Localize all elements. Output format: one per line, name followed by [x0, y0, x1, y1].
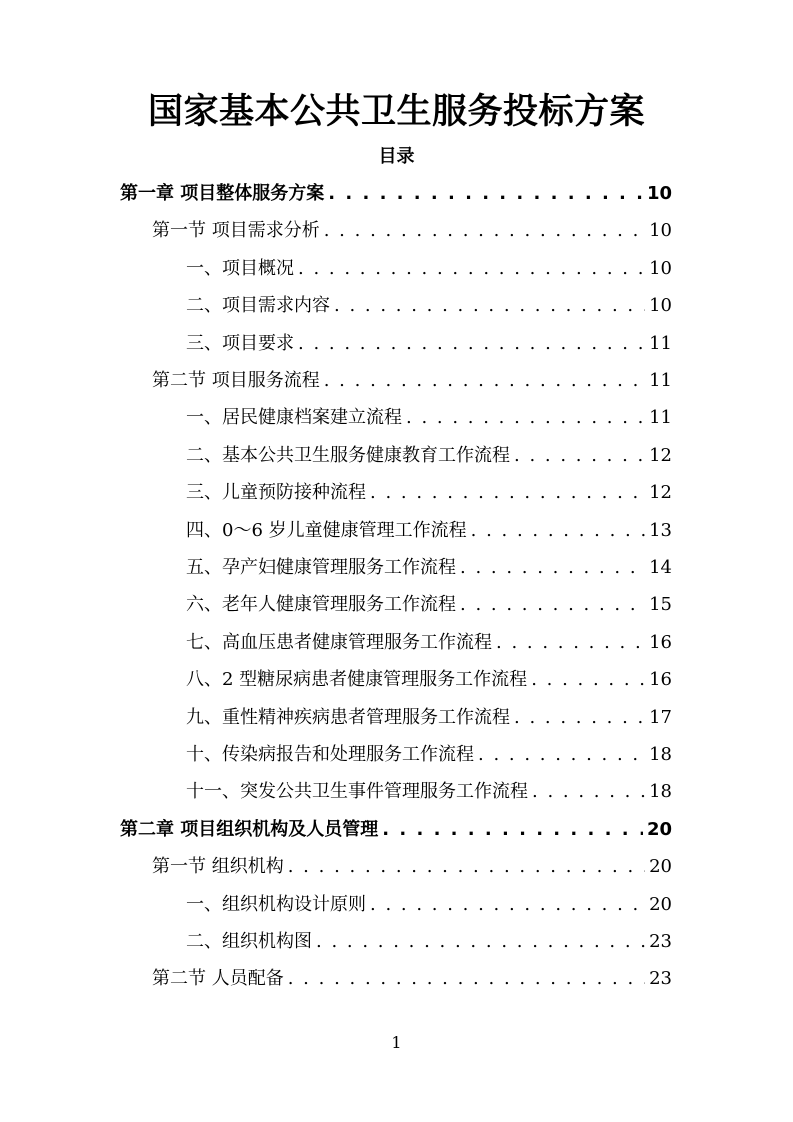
toc-subsection-entry[interactable] — [186, 437, 672, 474]
toc-subsection-entry[interactable] — [186, 586, 672, 623]
toc-dot-leader — [370, 886, 645, 923]
toc-chapter-entry[interactable] — [120, 175, 672, 212]
toc-entry-page: 10 — [649, 220, 672, 242]
toc-entry-page: 10 — [646, 183, 672, 204]
document-title: 国家基本公共卫生服务投标方案 — [147, 92, 645, 132]
toc-entry-page: 11 — [649, 332, 672, 354]
toc-entry-label: 第二章 项目组织机构及人员管理 — [120, 818, 379, 840]
toc-entry-page: 20 — [649, 893, 672, 915]
toc-dot-leader — [471, 512, 645, 549]
toc-subsection-entry[interactable] — [186, 886, 672, 923]
toc-entry-page: 16 — [649, 669, 672, 691]
toc-entry-label: 二、组织机构图 — [186, 931, 312, 952]
toc-subsection-entry[interactable] — [186, 773, 672, 810]
toc-dot-leader — [334, 287, 645, 324]
toc-entry-page: 20 — [646, 818, 672, 840]
toc-section-entry[interactable] — [152, 212, 672, 249]
toc-entry-page: 23 — [649, 968, 672, 990]
toc-entry-page: 16 — [649, 631, 672, 653]
toc-entry-page: 20 — [649, 856, 672, 878]
toc-dot-leader — [288, 960, 645, 997]
toc-subsection-entry[interactable] — [186, 512, 672, 549]
toc-dot-leader — [382, 811, 643, 848]
toc-dot-leader — [460, 549, 645, 586]
toc-dot-leader — [328, 175, 643, 212]
toc-entry-page: 15 — [649, 594, 672, 616]
toc-section-entry[interactable] — [152, 848, 672, 885]
toc-dot-leader — [514, 699, 645, 736]
toc-entry-label: 二、项目需求内容 — [186, 295, 330, 317]
toc-entry-page: 11 — [649, 407, 672, 429]
toc-entry-label: 五、孕产妇健康管理服务工作流程 — [186, 557, 456, 578]
toc-entry-page: 23 — [649, 931, 672, 952]
page-number: 1 — [391, 1033, 402, 1052]
toc-subsection-entry[interactable] — [186, 287, 672, 324]
toc-entry-page: 12 — [649, 444, 672, 466]
toc-dot-leader — [298, 250, 645, 287]
toc-dot-leader — [316, 923, 645, 960]
toc-dot-leader — [288, 848, 645, 885]
toc-dot-leader — [370, 474, 645, 511]
toc-entry-label: 第一节 组织机构 — [152, 856, 284, 878]
toc-dot-leader — [460, 586, 645, 623]
toc-section-entry[interactable] — [152, 362, 672, 399]
toc-subsection-entry[interactable] — [186, 474, 672, 511]
toc-entry-label: 四、0～6 岁儿童健康管理工作流程 — [186, 519, 467, 541]
toc-entry-page: 17 — [649, 706, 672, 728]
toc-entry-page: 10 — [649, 257, 672, 279]
toc-entry-page: 18 — [649, 744, 672, 765]
toc-entry-label: 第一章 项目整体服务方案 — [120, 183, 325, 204]
toc-entry-page: 13 — [649, 519, 672, 541]
toc-subsection-entry[interactable] — [186, 661, 672, 698]
toc-entry-label: 三、项目要求 — [186, 332, 294, 354]
toc-entry-label: 一、项目概况 — [186, 257, 294, 279]
toc-subsection-entry[interactable] — [186, 699, 672, 736]
toc-subsection-entry[interactable] — [186, 399, 672, 436]
toc-dot-leader — [324, 212, 645, 249]
toc-chapter-entry[interactable] — [120, 811, 672, 848]
toc-dot-leader — [298, 325, 645, 362]
toc-dot-leader — [532, 773, 645, 810]
toc-subsection-entry[interactable] — [186, 736, 672, 773]
toc-entry-label: 二、基本公共卫生服务健康教育工作流程 — [186, 444, 510, 466]
toc-dot-leader — [478, 736, 645, 773]
toc-dot-leader — [531, 661, 645, 698]
toc-subsection-entry[interactable] — [186, 549, 672, 586]
toc-entry-label: 八、2 型糖尿病患者健康管理服务工作流程 — [186, 669, 528, 691]
toc-entry-label: 一、组织机构设计原则 — [186, 893, 366, 915]
toc-dot-leader — [406, 399, 645, 436]
toc-entry-page: 14 — [649, 557, 672, 578]
toc-entry-label: 第二节 人员配备 — [152, 968, 284, 990]
toc-heading: 目录 — [378, 146, 415, 167]
toc-subsection-entry[interactable] — [186, 250, 672, 287]
toc-subsection-entry[interactable] — [186, 325, 672, 362]
toc-subsection-entry[interactable] — [186, 923, 672, 960]
toc-entry-label: 第一节 项目需求分析 — [152, 220, 320, 242]
toc-entry-page: 11 — [649, 370, 672, 391]
toc-entry-page: 12 — [649, 482, 672, 504]
toc-entry-label: 七、高血压患者健康管理服务工作流程 — [186, 631, 492, 653]
toc-entry-label: 六、老年人健康管理服务工作流程 — [186, 594, 456, 616]
toc-entry-page: 10 — [649, 295, 672, 317]
toc-entry-label: 第二节 项目服务流程 — [152, 370, 320, 391]
toc-entry-label: 一、居民健康档案建立流程 — [186, 407, 402, 429]
toc-entry-label: 十一、突发公共卫生事件管理服务工作流程 — [186, 781, 528, 803]
toc-dot-leader — [324, 362, 645, 399]
toc-entry-label: 九、重性精神疾病患者管理服务工作流程 — [186, 706, 510, 728]
toc-entry-label: 十、传染病报告和处理服务工作流程 — [186, 744, 474, 765]
toc-dot-leader — [496, 624, 645, 661]
toc-entry-page: 18 — [649, 781, 672, 803]
toc-section-entry[interactable] — [152, 960, 672, 997]
toc-dot-leader — [514, 437, 645, 474]
toc-entry-label: 三、儿童预防接种流程 — [186, 482, 366, 504]
toc-subsection-entry[interactable] — [186, 624, 672, 661]
